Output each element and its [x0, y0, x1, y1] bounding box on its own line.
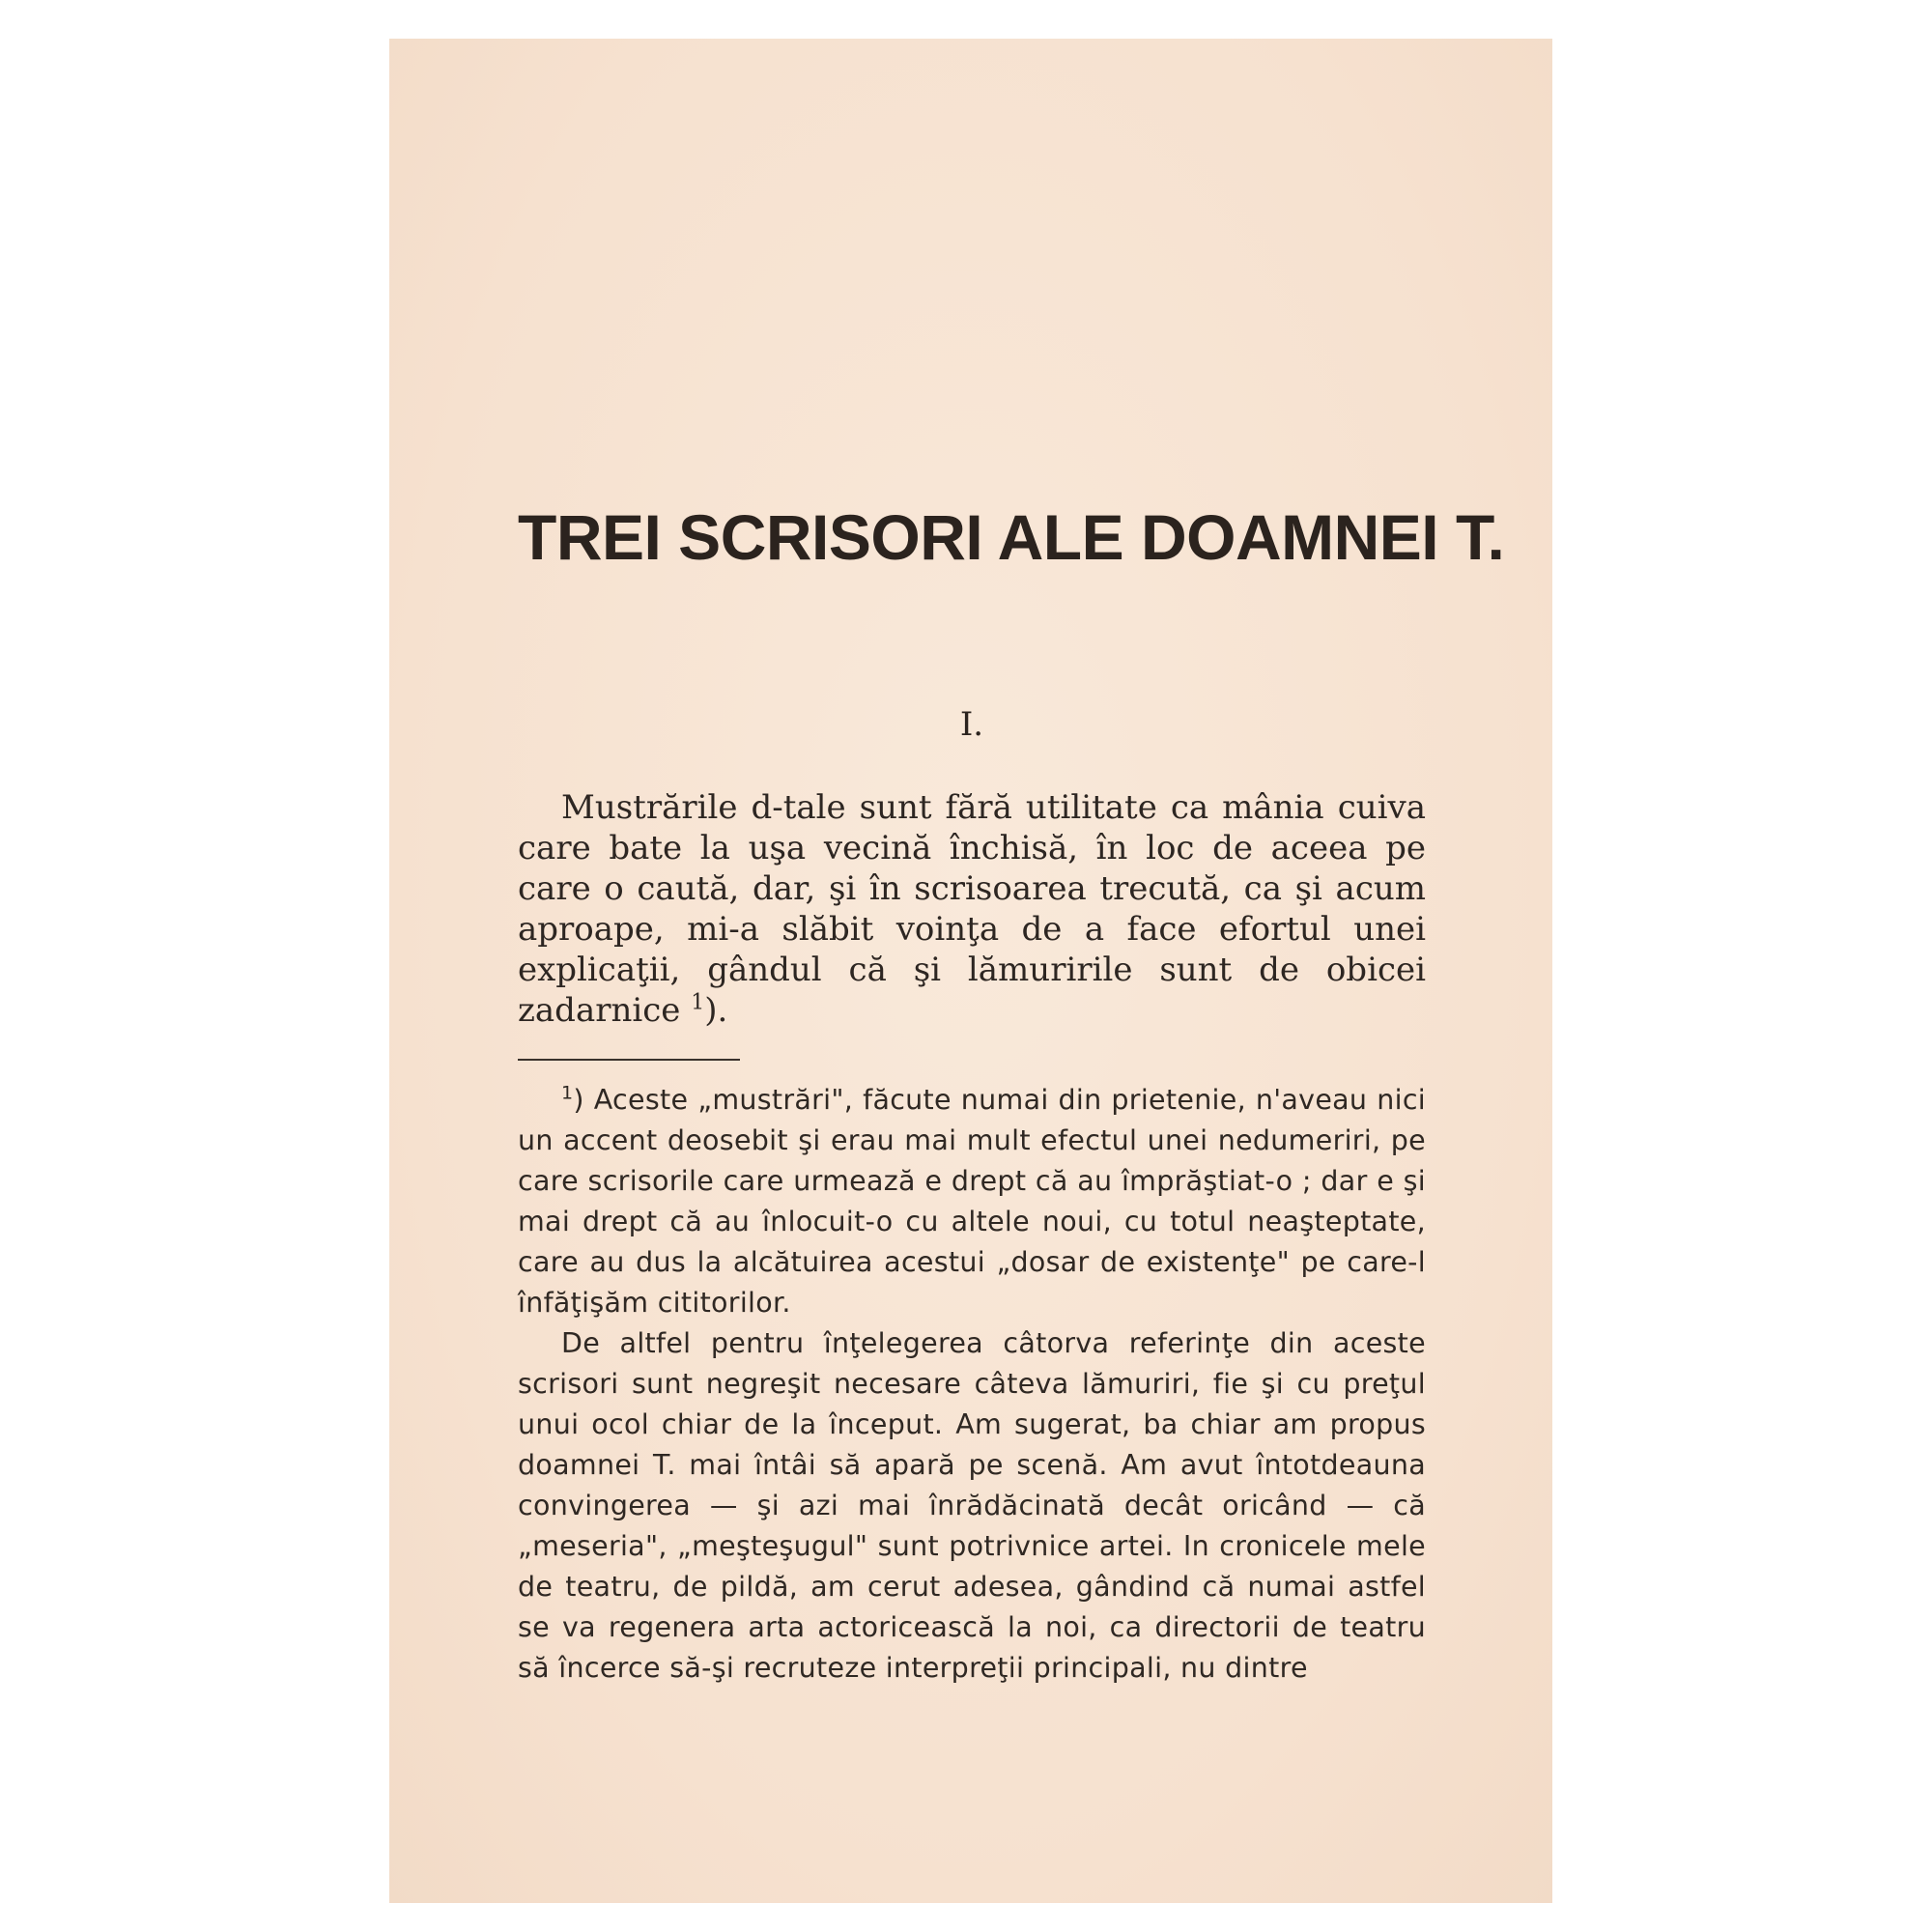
footnote-divider	[518, 1059, 740, 1061]
page-title: TREI SCRISORI ALE DOAMNEI T.	[518, 501, 1505, 573]
footnote-paragraph-2: De altfel pentru înţelegerea câtorva referinţe din aceste scrisori sunt negreşit necesare câteva lămuriri, fie şi cu preţul unui ocol chiar de la început. Am sugerat, ba chiar am propus doamnei T. mai întâi să apară pe scenă. Am avut întotdeauna convingerea — şi azi mai înrădăcinată decât oricând — că „meseria", „meşteşugul" sunt potrivnice artei. In cronicele mele de teatru, de pildă, am cerut adesea, gândind că numai astfel se va regenera arta actoricească la noi, ca directorii de teatru să încerce să-şi recruteze interpreţii principali, nu dintre	[518, 1327, 1426, 1684]
body-text-end: ).	[704, 991, 728, 1030]
body-paragraph	[518, 787, 1426, 1031]
section-number: I.	[959, 705, 984, 744]
footnotes	[518, 1080, 1426, 1689]
book-page	[389, 39, 1552, 1903]
footnote-paragraph-1	[518, 1080, 1426, 1323]
footnote-reference: 1	[691, 990, 705, 1015]
body-text: Mustrările d-tale sunt fără utilitate ca mânia cuiva care bate la uşa vecină închisă, în loc de aceea pe care o caută, dar, şi în scrisoarea trecută, ca şi acum aproape, mi-a slăbit voinţa de a face efortul unei explicaţii, gândul că şi lămuririle sunt de obicei zadarnice	[518, 788, 1426, 1030]
footnote-marker: 1	[561, 1082, 574, 1104]
footnote-text-1: Aceste „mustrări", făcute numai din prietenie, n'aveau nici un accent deosebit şi erau mai mult efectul unei nedumeriri, pe care scrisorile care urmează e drept că au împrăştiat-o ; dar e şi mai drept că au înlocuit-o cu altele noui, cu totul neaşteptate, care au dus la alcătuirea acestui „dosar de existenţe" pe care-l înfăţişăm cititorilor.	[518, 1084, 1427, 1319]
footnote-marker-close: )	[573, 1084, 584, 1116]
